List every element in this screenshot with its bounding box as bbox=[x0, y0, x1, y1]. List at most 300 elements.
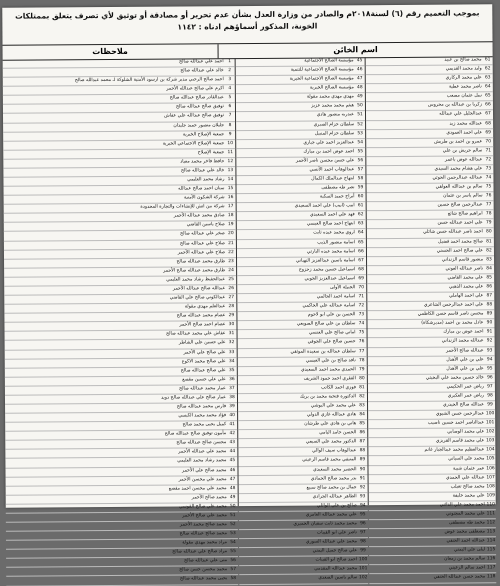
row-name: سلطان ين علي صالح الصويعي bbox=[296, 321, 356, 327]
row-number: 110 bbox=[486, 502, 495, 508]
row-name: فارس محمد عبدالله صالح bbox=[176, 404, 227, 410]
table-row bbox=[239, 575, 368, 585]
row-number: 61 bbox=[484, 57, 491, 63]
row-number: 70 bbox=[485, 139, 492, 145]
header-line-1: بموجب التعميم رقم (٦) لسنة٢٠١٨م والصادر من وزارة العدل بشأن عدم تحرير أو مصادقة أو توثيق لأي تصرف يتعلق بممتلكات bbox=[15, 8, 480, 21]
row-number: 101 bbox=[485, 420, 495, 426]
row-name: سلطان حزام المنبيل bbox=[314, 130, 355, 137]
row-number: 67 bbox=[358, 257, 364, 263]
row-number: 56 bbox=[357, 158, 364, 164]
row-name: عبدالله صالح الأحمر bbox=[445, 347, 484, 354]
row-name: هيثم محمد محمد عزيز bbox=[311, 103, 354, 109]
row-name: توفيق صالح عبدالله علي عفاش bbox=[164, 113, 225, 120]
row-name: احمد محمد علي الدائني bbox=[439, 502, 485, 508]
row-name: علي احمد العمودي bbox=[446, 129, 483, 136]
row-name: علي محمد الوصابي bbox=[447, 429, 485, 435]
row-number: 41 bbox=[229, 422, 235, 428]
notes-column-header: ملاحظات bbox=[3, 44, 219, 60]
row-name: شركة الشكون الأمنية bbox=[183, 195, 225, 201]
row-number: 88 bbox=[359, 448, 366, 454]
row-name: عبدالناصر احمد حسين ناصيب bbox=[427, 420, 485, 426]
row-number: 108 bbox=[486, 483, 495, 490]
row-name: علي محمد علي البوشي bbox=[310, 403, 357, 409]
row-number: 64 bbox=[485, 84, 491, 90]
row-name: الطاهر عبدالله الجرادي bbox=[312, 494, 357, 500]
row-name: علي حسين علي الشاطر bbox=[178, 340, 226, 346]
row-number: 53 bbox=[357, 130, 363, 136]
row-number: 24 bbox=[228, 267, 234, 273]
row-name: بدر محمد صالح الحمادي bbox=[310, 475, 357, 482]
row-name: علي صالح احمد الحسني bbox=[436, 248, 483, 254]
row-number: 52 bbox=[357, 121, 363, 127]
row-number: 40 bbox=[229, 413, 235, 419]
row-number: 68 bbox=[485, 120, 491, 126]
row-name: مأمون توفيق صالح عبدالله صالح bbox=[164, 431, 227, 437]
row-number: 75 bbox=[485, 184, 492, 190]
row-number: 74 bbox=[358, 321, 365, 327]
names-column-1 bbox=[365, 56, 496, 581]
row-number: 54 bbox=[230, 540, 236, 546]
row-name: عبدالعظيم محمد عبدالجبار غانم bbox=[424, 447, 485, 454]
row-name: محسن ناصر قاسم حسن الكاظمي bbox=[417, 311, 484, 318]
row-name: نبيل عثمان مصعب bbox=[446, 93, 482, 99]
row-number: 75 bbox=[358, 330, 365, 336]
row-number: 77 bbox=[358, 348, 365, 354]
row-name: صادق محمد عبدالله الأحمر bbox=[173, 213, 225, 219]
row-number: 64 bbox=[358, 230, 364, 236]
row-name: ابراهيم صالح شائع bbox=[447, 211, 483, 217]
row-number: 111 bbox=[486, 511, 496, 517]
row-number: 99 bbox=[360, 548, 366, 554]
row-name: محمد علي محسن الأحمر bbox=[178, 476, 227, 483]
row-number: 81 bbox=[486, 238, 492, 244]
row-number: 36 bbox=[229, 376, 235, 382]
row-number: 97 bbox=[360, 530, 366, 536]
row-name: ناصر علي ابو القيبات bbox=[316, 530, 357, 536]
row-name: عبدالجليل علي عبدالله bbox=[439, 111, 483, 118]
row-name: عفاش علي محمد عبدالله صالح bbox=[166, 331, 226, 337]
row-number: 20 bbox=[228, 231, 234, 237]
row-name: عبدالحفيظ رشاد محمد العليمي bbox=[166, 277, 226, 283]
row-number: 49 bbox=[229, 494, 236, 500]
row-name: علي علي حسين مقصع bbox=[182, 376, 226, 383]
row-name: الحمدي محمد احمد السعيدي bbox=[301, 366, 356, 373]
row-name: احمد سالم الرعيني bbox=[448, 565, 486, 571]
row-name: علي احمد الهاملي bbox=[449, 293, 484, 299]
row-number: 48 bbox=[229, 485, 236, 491]
row-number: 98 bbox=[360, 539, 366, 545]
row-number: 115 bbox=[486, 547, 496, 553]
row-name: عمرو بن احمد بن طريش bbox=[434, 139, 483, 145]
row-name: عبدالله صالح الحيدري bbox=[442, 402, 485, 408]
row-name: نصر طه مصطفى bbox=[321, 185, 355, 191]
row-number: 56 bbox=[230, 558, 236, 564]
row-number: 4 bbox=[228, 86, 232, 92]
row-name: احمد صالح الرحبي مدير شركة بن ارسود الأمنية الشلوكة لـ محمد عبدالله صالح bbox=[74, 77, 224, 84]
row-number: 2 bbox=[228, 68, 232, 74]
row-number: 32 bbox=[228, 340, 235, 346]
row-name: الدكتور محمد علي السبعي bbox=[305, 439, 357, 445]
row-number: 85 bbox=[486, 275, 492, 281]
row-number: 19 bbox=[227, 222, 234, 228]
row-number: 114 bbox=[486, 538, 496, 544]
row-name: صلاح ياسين القاضي bbox=[186, 222, 225, 228]
row-name: عبدالله محمد الزنداني bbox=[441, 338, 484, 345]
row-number: 83 bbox=[359, 403, 365, 409]
row-name: مؤسسة الصالح الاجتماعية الخيرية bbox=[289, 76, 354, 82]
row-name: اسامة ياسين عبدالعزيز النهباني bbox=[295, 257, 356, 264]
row-number: 49 bbox=[357, 94, 363, 100]
row-number: 100 bbox=[485, 411, 495, 417]
row-name: احمد صالح ابو القيبات bbox=[315, 557, 358, 563]
row-number: 95 bbox=[359, 512, 366, 518]
row-number: 73 bbox=[485, 166, 492, 172]
header-line-2: الخونة، المذكور أسماؤهم ادناه : ١١٤٢ bbox=[177, 21, 318, 32]
row-number: 26 bbox=[228, 286, 235, 292]
row-number: 9 bbox=[228, 131, 232, 137]
row-number: 72 bbox=[358, 303, 365, 309]
row-number: 15 bbox=[227, 186, 234, 192]
row-name: مؤسسة الصالح الاجتماعية bbox=[304, 58, 354, 64]
row-name: علي محمد المجنوني bbox=[446, 511, 485, 517]
row-name: حسين صالح علي الجوفي bbox=[307, 339, 356, 346]
row-name: احمد علي عبدالله صالح bbox=[179, 59, 224, 65]
row-number: 48 bbox=[357, 85, 363, 91]
row-name: نافد صالح بن علي العيسي bbox=[305, 357, 356, 364]
row-number: 25 bbox=[228, 276, 234, 283]
row-number: 43 bbox=[229, 440, 236, 446]
row-number: 102 bbox=[359, 575, 368, 581]
row-number: 50 bbox=[357, 103, 363, 109]
row-name: فؤاد محمد محمد الكبسي bbox=[178, 413, 227, 419]
row-name: جمعية الإصلاح الخيرية bbox=[182, 131, 225, 138]
row-number: 96 bbox=[487, 375, 493, 381]
row-number: 7 bbox=[228, 113, 232, 119]
row-name: سالم حريش بن علي bbox=[442, 148, 483, 154]
row-number: 62 bbox=[357, 212, 364, 218]
row-number: 27 bbox=[228, 295, 235, 301]
row-name: مصطفى محمد عوض bbox=[444, 529, 485, 535]
row-number: 109 bbox=[486, 493, 495, 499]
row-name: علي محمد خليفة bbox=[452, 493, 485, 499]
row-number: 85 bbox=[359, 421, 365, 427]
row-number: 93 bbox=[359, 493, 366, 499]
table-row bbox=[6, 576, 238, 586]
row-name: عادل محمد بن احمد (مديرشكاة) bbox=[421, 320, 484, 327]
row-number: 28 bbox=[228, 304, 235, 310]
row-number: 103 bbox=[486, 438, 495, 444]
row-number: 63 bbox=[357, 221, 364, 227]
row-name: علي بن علي الأهدل bbox=[446, 366, 484, 372]
row-number: 98 bbox=[487, 393, 493, 399]
row-name: سنان احمد صالح عبدالله bbox=[178, 186, 225, 192]
row-number: 31 bbox=[228, 331, 235, 337]
name-column-header: اسم الخائن bbox=[333, 45, 378, 55]
row-number: 100 bbox=[358, 557, 368, 563]
names-column-2 bbox=[235, 57, 368, 581]
row-name: محمد علي صالح الأحمر bbox=[182, 513, 227, 519]
row-name: عبدالكوني صالح علي القاضي bbox=[169, 295, 226, 301]
row-name: عبدالقادر صالح عبدالله صالح bbox=[169, 95, 224, 101]
row-number: 70 bbox=[358, 285, 365, 291]
row-name: يحيى محمد عبدالله صالح bbox=[180, 576, 228, 582]
row-name: طارق محمد عبدالله صالح الأحمر bbox=[163, 267, 226, 274]
row-number: 1 bbox=[228, 59, 232, 65]
row-number: 59 bbox=[357, 185, 364, 191]
row-name: منصور قاسم الزنداني bbox=[441, 257, 484, 263]
row-number: 57 bbox=[357, 167, 364, 173]
row-name: صالح محمد احمد فضيل bbox=[438, 238, 483, 245]
row-name: اسامة عبدالله علي الحاكمي bbox=[302, 303, 356, 309]
row-name: فهد علي احمد السعيدي bbox=[309, 212, 355, 218]
row-number: 69 bbox=[358, 276, 364, 282]
row-number: 71 bbox=[358, 294, 365, 300]
row-number: 79 bbox=[358, 366, 365, 372]
row-number: 42 bbox=[229, 431, 236, 437]
row-name: ابتهاج عبدالملك الكمال bbox=[311, 176, 355, 182]
row-number: 78 bbox=[485, 211, 492, 217]
row-number: 44 bbox=[229, 449, 236, 455]
row-number: 47 bbox=[229, 476, 236, 482]
row-name: علي محمد الذهبي bbox=[448, 284, 484, 290]
row-name: المنيفي محمد قاسم الرعيني bbox=[302, 457, 357, 464]
row-name: اسماعيل حسين محمد زحزوح bbox=[298, 267, 356, 273]
row-number: 8 bbox=[228, 122, 232, 128]
row-name: أبراج حميد السكبة bbox=[319, 194, 355, 200]
row-name: عبدالله علي الحمدي bbox=[446, 474, 485, 481]
row-name: وليد محمد القديمي bbox=[445, 66, 482, 72]
row-name: طارق محمد عبدالله صالح bbox=[176, 258, 226, 265]
row-number: 65 bbox=[358, 239, 364, 245]
row-number: 77 bbox=[485, 202, 492, 208]
row-number: 12 bbox=[227, 158, 234, 165]
row-name: خالد علي عبدالله صالح bbox=[180, 68, 224, 74]
row-name: علي احمد عبدالله حسن bbox=[437, 220, 483, 227]
row-name: ابيب (ابيب) علي احمد السعيدي bbox=[294, 203, 355, 209]
row-name: اسماعيل عبدالعزيز الجوبي bbox=[304, 276, 356, 282]
row-name: سالم محمد بن زمعان bbox=[444, 556, 486, 562]
row-name: محمد صالح محمد الأحمر bbox=[179, 522, 227, 528]
row-number: 29 bbox=[228, 313, 235, 319]
row-name: محمد صالح بن عبيد bbox=[444, 57, 482, 63]
row-number: 94 bbox=[486, 356, 493, 362]
row-number: 61 bbox=[357, 203, 364, 209]
row-name: خالد حسين محمد علي البخيتي bbox=[425, 375, 484, 381]
row-number: 33 bbox=[228, 349, 235, 355]
row-name: ناصر محمد عطية bbox=[448, 84, 482, 90]
row-number: 78 bbox=[358, 357, 365, 363]
row-name: حافظ فاخر محمد معياد bbox=[180, 159, 225, 165]
row-number: 96 bbox=[360, 521, 366, 527]
row-name: محمد طه مصطفى bbox=[448, 520, 485, 526]
row-name: جمال ين محمد صالح سبيع bbox=[306, 484, 357, 491]
row-name: عبدالله محمد زيد bbox=[449, 120, 483, 127]
row-number: 57 bbox=[230, 567, 237, 573]
row-name: محسن صالح عبدالله صالح bbox=[176, 440, 227, 446]
row-name: علي صالح جميل اليمني bbox=[312, 548, 358, 554]
row-name: اروي محمد عبده ثابت bbox=[313, 230, 355, 237]
row-name: صلاح علي عبدالله الأحمر bbox=[177, 249, 225, 256]
row-number: 16 bbox=[227, 195, 234, 201]
row-name: علي هشام محمد السيدي bbox=[434, 166, 483, 172]
row-name: فوزي احمد الكاتب bbox=[321, 385, 356, 391]
row-name: محمد علي عبدالله الأحمر bbox=[178, 449, 227, 455]
row-number: 69 bbox=[485, 129, 491, 135]
row-number: 62 bbox=[484, 66, 491, 72]
row-number: 51 bbox=[229, 513, 236, 519]
row-number: 97 bbox=[487, 384, 493, 390]
row-number: 50 bbox=[229, 503, 236, 509]
row-number: 91 bbox=[359, 475, 366, 481]
row-name: علي بن علي الأهدل bbox=[446, 356, 484, 363]
row-name: علي صالح علي الأحمر bbox=[183, 349, 226, 355]
row-name: صلاح علي عبدالله صالح bbox=[179, 240, 225, 247]
row-name: توفيق صالح عبدالله صالح bbox=[175, 104, 224, 110]
row-number: 6 bbox=[228, 104, 232, 110]
row-name: اسامة محمد عبده البارتي bbox=[306, 248, 355, 255]
row-name: سالم بن عبدالله العولقي bbox=[435, 184, 483, 190]
row-number: 47 bbox=[356, 76, 363, 82]
row-name: محمد رشاد محمد العليمي bbox=[177, 458, 227, 464]
row-number: 22 bbox=[228, 249, 234, 255]
row-name: محمد محسن حسن صالح bbox=[179, 567, 228, 573]
row-name: هادي عبدالله غازي الدولي bbox=[306, 412, 357, 418]
row-number: 93 bbox=[486, 347, 493, 353]
row-name: مؤسسة الصالح الخيرية bbox=[309, 85, 354, 91]
row-name: هاني بن هادي علي طرشان bbox=[304, 421, 357, 427]
row-name: كميل يحيى محمد صالح bbox=[182, 422, 227, 428]
row-name: زكريا بن عبدالله بن محروس bbox=[427, 102, 482, 109]
row-number: 88 bbox=[486, 302, 493, 308]
row-number: 46 bbox=[229, 467, 236, 473]
row-number: 30 bbox=[228, 322, 235, 328]
row-name: عبدالله عبدالرحمن الحوثي bbox=[432, 175, 483, 181]
row-name: سلطان عبدالله ين سعيدة الموثقي bbox=[290, 348, 356, 355]
row-name: محمد صالح تغيلب bbox=[450, 484, 485, 490]
row-name: شركة بين اتش للإنشاءات والتجارة المحدودة bbox=[140, 204, 225, 211]
row-number: 99 bbox=[487, 402, 493, 408]
row-name: محمد صالح علي الأحمر bbox=[181, 467, 227, 473]
row-number: 83 bbox=[486, 257, 492, 263]
row-number: 14 bbox=[227, 177, 234, 183]
row-number: 52 bbox=[230, 522, 236, 528]
row-number: 55 bbox=[357, 148, 364, 155]
row-number: 101 bbox=[358, 566, 368, 572]
row-number: 3 bbox=[228, 77, 232, 83]
row-name: علي حسن محسن ناصر الأحمر bbox=[295, 158, 355, 164]
row-name: صالح بن علي الوائلي bbox=[316, 503, 357, 509]
row-name: ليلى علي اليمني bbox=[453, 547, 486, 553]
row-name: الحضير محمد السعيدي bbox=[313, 466, 357, 473]
row-name: عمار محمد عبدالله صالح bbox=[179, 385, 226, 392]
row-number: 95 bbox=[486, 365, 493, 371]
row-number: 65 bbox=[485, 93, 491, 99]
table-row bbox=[369, 574, 496, 584]
row-number: 35 bbox=[228, 367, 235, 373]
row-name: جليلان منصور حميد جليدان bbox=[173, 122, 225, 129]
row-name: عبدالرحمن حسن الشيوي bbox=[435, 411, 485, 417]
row-number: 86 bbox=[486, 284, 493, 290]
row-name: اماني صالح علي العنسي bbox=[308, 330, 356, 336]
names-table bbox=[3, 56, 496, 582]
row-name: مهدي مهدي محمد مقولة bbox=[306, 94, 354, 100]
row-name: محمد علي عبدالله السوري bbox=[305, 539, 358, 545]
names-column-3 bbox=[3, 58, 238, 582]
row-name: جمعية الإصلاح bbox=[197, 149, 225, 156]
row-name: علي محمد القاضي bbox=[447, 275, 484, 281]
row-number: 81 bbox=[359, 385, 365, 391]
row-number: 76 bbox=[358, 339, 365, 345]
row-name: احمد عوض احمد بن مبارك bbox=[303, 149, 355, 155]
row-name: عبدالوهاب سيف الوالي bbox=[312, 448, 357, 454]
row-name: عبدالرحمن صالح حسين bbox=[437, 202, 483, 208]
row-name: محمد محمد ثابت سفيان الحميري bbox=[293, 521, 357, 527]
row-name: عبدالله صالح عبدالله الأحمر bbox=[172, 286, 226, 292]
row-number: 58 bbox=[230, 576, 237, 582]
row-number: 86 bbox=[359, 430, 366, 436]
row-number: 106 bbox=[486, 465, 495, 471]
row-number: 84 bbox=[486, 266, 492, 272]
row-number: 89 bbox=[359, 457, 366, 463]
row-name: رياض عمر الحكيمي bbox=[446, 384, 484, 390]
row-name: مراد صالح علي عبدالله صالح bbox=[172, 549, 228, 555]
row-number: 34 bbox=[228, 358, 235, 364]
row-name: عصام احمد صالح الأحمر bbox=[179, 322, 226, 328]
row-number: 91 bbox=[486, 329, 493, 335]
row-number: 63 bbox=[484, 75, 491, 81]
row-number: 116 bbox=[486, 556, 496, 562]
row-name: عبدالله عوض باعمر bbox=[444, 157, 483, 163]
row-number: 72 bbox=[485, 157, 492, 163]
row-number: 55 bbox=[230, 549, 236, 555]
row-name: عبدالعزيز احمد علي جباري bbox=[303, 139, 355, 146]
row-number: 80 bbox=[359, 375, 365, 381]
row-name: عصام محمد عبدالله صالح bbox=[176, 313, 226, 319]
row-name: احمد ناصر عبدالله حسن شائلي bbox=[423, 229, 483, 236]
row-name: رشاد محمد العليمي bbox=[187, 177, 225, 183]
row-number: 45 bbox=[229, 458, 236, 464]
row-number: 79 bbox=[485, 220, 492, 226]
row-number: 104 bbox=[486, 447, 495, 453]
row-name: خالد علي عبدالله صالح bbox=[180, 168, 225, 174]
row-number: 60 bbox=[357, 194, 364, 200]
row-name: الجبيلة الأولى bbox=[330, 285, 356, 291]
row-number: 21 bbox=[228, 240, 234, 246]
row-name: ابتهاج احمد صالح العيسي bbox=[306, 221, 355, 228]
row-number: 11 bbox=[227, 149, 234, 155]
row-number: 66 bbox=[358, 248, 364, 254]
row-number: 89 bbox=[486, 311, 493, 317]
row-name: محمد علي السياني bbox=[448, 456, 485, 463]
row-name: مراد محمد مهدي مقولة bbox=[182, 540, 228, 546]
row-number: 94 bbox=[359, 503, 366, 509]
row-number: 23 bbox=[228, 258, 234, 264]
document-header bbox=[2, 4, 492, 45]
row-name: عبدالعلم مهدي مقولة bbox=[184, 304, 226, 310]
row-number: 46 bbox=[356, 67, 363, 73]
row-number: 53 bbox=[230, 531, 236, 537]
row-name: عبدالوهاب احمد الآنسي bbox=[309, 167, 355, 173]
row-number: 118 bbox=[487, 574, 496, 580]
row-number: 58 bbox=[357, 176, 364, 182]
row-number: 102 bbox=[486, 429, 495, 435]
row-number: 92 bbox=[359, 484, 366, 490]
row-number: 80 bbox=[486, 229, 492, 235]
row-name: علي محمد عبدالله العامري bbox=[305, 512, 357, 518]
row-number: 90 bbox=[486, 320, 493, 326]
row-name: الفقري احمد حمود الشريف bbox=[303, 375, 356, 382]
row-name: علي صالح عبدالله صالح bbox=[180, 367, 226, 374]
